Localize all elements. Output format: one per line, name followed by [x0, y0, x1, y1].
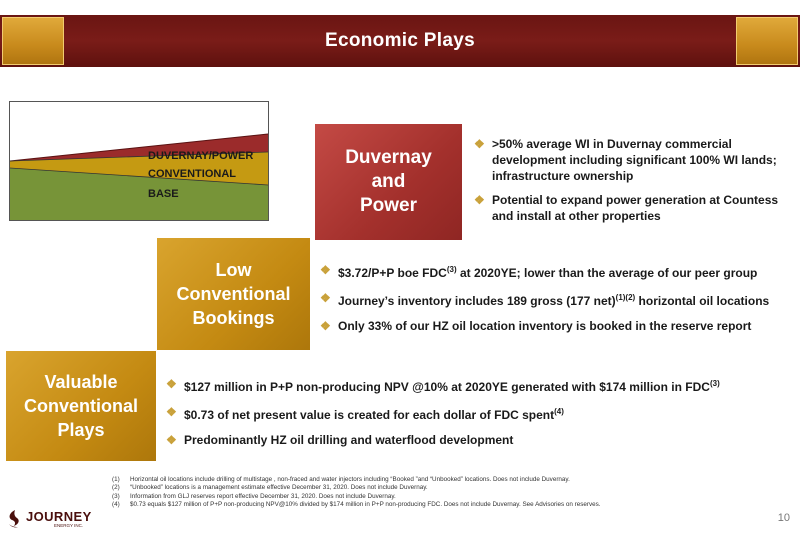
footnote-ref: (3) — [709, 379, 720, 388]
box-line: Conventional — [176, 284, 291, 304]
bullet-item — [318, 318, 788, 334]
page-title: Economic Plays — [325, 30, 475, 51]
bullet-text: Potential to expand power generation at Countess and install at other properties — [492, 193, 779, 223]
footnote: (4) $0.73 equals $127 million of P+P non-producing NPV@10% divided by $174 million in P+P non-producing FDC. Does not include Duvernay. See Advisories on reserves. — [112, 501, 601, 509]
bullet-text: $0.73 of net present value is created for each dollar of FDC spent — [184, 408, 555, 422]
diamond-bullet-icon: ❖ — [474, 137, 485, 151]
production-wedge-chart — [9, 101, 269, 221]
diamond-bullet-icon: ❖ — [320, 319, 331, 333]
bullet-item — [164, 432, 794, 448]
journey-logo — [6, 508, 116, 530]
box-line: Plays — [57, 420, 105, 440]
plays-bullet-list — [164, 376, 794, 457]
diamond-bullet-icon: ❖ — [166, 377, 177, 391]
box-line: Low — [215, 260, 252, 280]
legend-base: BASE — [148, 188, 179, 200]
duvernay-power-box — [315, 124, 462, 240]
bullet-text: $3.72/P+P boe FDC — [338, 266, 447, 280]
diamond-bullet-icon: ❖ — [166, 433, 177, 447]
diamond-bullet-icon: ❖ — [320, 263, 331, 277]
bullet-text: Predominantly HZ oil drilling and waterflood development — [184, 433, 514, 447]
diamond-bullet-icon: ❖ — [166, 405, 177, 419]
bullet-text: Only 33% of our HZ oil location inventory is booked in the reserve report — [338, 319, 752, 333]
diamond-bullet-icon: ❖ — [320, 291, 331, 305]
bullet-text: at 2020YE; lower than the average of our peer group — [456, 266, 758, 280]
logo-wordmark: JOURNEY — [26, 509, 92, 524]
bullet-item — [318, 262, 788, 281]
footnote: (1) Horizontal oil locations include drilling of multistage , non-fraced and water injectors including “Booked ”and “Unbooked” locations. Does not include Duvernay. — [112, 476, 570, 483]
valuable-conventional-plays-box — [6, 351, 156, 461]
legend-duvernay-power: DUVERNAY/POWER — [148, 150, 254, 162]
duvernay-bullet-list — [472, 136, 792, 232]
journey-mark-icon — [6, 509, 24, 529]
low-conventional-bookings-box — [157, 238, 310, 350]
box-line: Duvernay — [345, 147, 432, 168]
logo-subtitle: ENERGY INC. — [54, 523, 84, 528]
bullet-item — [472, 192, 792, 224]
box-line: Bookings — [192, 308, 275, 328]
box-line: Conventional — [23, 396, 138, 416]
bullet-text: Journey’s inventory includes 189 gross (177 net) — [338, 294, 616, 308]
box-line: Power — [359, 195, 417, 216]
footnote: (3) Information from GLJ reserves report effective December 31, 2020. Does not include Duvernay. — [112, 492, 396, 500]
footnotes — [112, 476, 752, 510]
bullet-item — [472, 136, 792, 184]
bullet-text: $127 million in P+P non-producing NPV @10% at 2020YE generated with $174 million in FDC — [184, 380, 710, 394]
diamond-bullet-icon: ❖ — [474, 193, 485, 207]
bullet-item — [318, 290, 788, 309]
bullet-text: horizontal oil locations — [635, 294, 770, 308]
page-number: 10 — [777, 512, 790, 524]
bookings-bullet-list — [318, 262, 788, 343]
footnote: (2) “Unbooked” locations is a management estimate effective December 31, 2020. Does not include Duvernay. — [112, 484, 428, 492]
bullet-text: >50% average WI in Duvernay commercial development including significant 100% WI lands; infrastructure ownership — [492, 137, 777, 183]
bullet-item — [164, 404, 794, 423]
footnote-ref: (4) — [554, 407, 564, 416]
footnote-ref: (3) — [446, 265, 457, 274]
footnote-ref: (1)(2) — [615, 293, 636, 302]
box-line: and — [371, 171, 406, 192]
box-line: Valuable — [44, 372, 118, 392]
legend-conventional: CONVENTIONAL — [148, 168, 236, 180]
bullet-item — [164, 376, 794, 395]
